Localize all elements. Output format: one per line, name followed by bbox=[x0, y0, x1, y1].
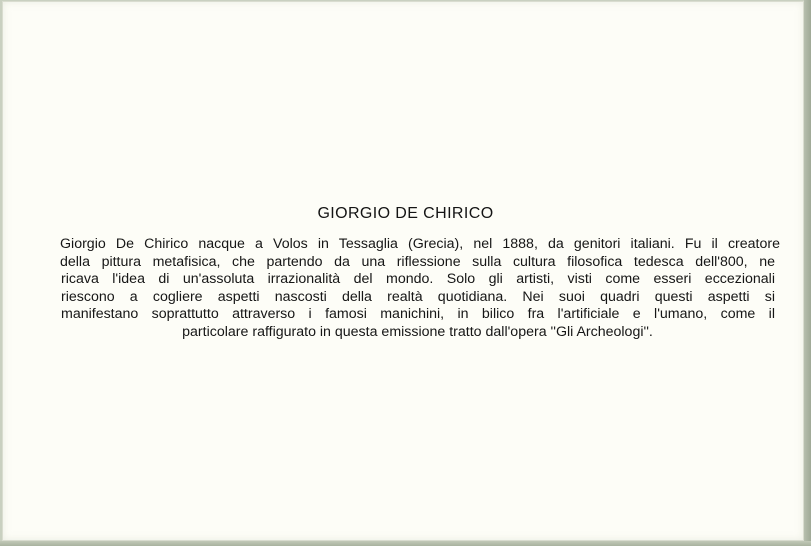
card-edge-shadow-bottom bbox=[0, 541, 811, 546]
paragraph-line: ricava l'idea di un'assoluta irrazionalità del mondo. Solo gli artisti, visti come esseri eccezionali bbox=[61, 271, 775, 288]
page-title: GIORGIO DE CHIRICO bbox=[317, 205, 494, 222]
paragraph-line: riescono a cogliere aspetti nascosti della realtà quotidiana. Nei suoi quadri questi aspetti si bbox=[61, 288, 775, 305]
paragraph-line: Giorgio De Chirico nacque a Volos in Tessaglia (Grecia), nel 1888, da genitori italiani. Fu il creatore bbox=[60, 236, 780, 252]
paragraph-line: manifestano soprattutto attraverso i famosi manichini, in bilico fra l'artificiale e l'umano, come il bbox=[61, 306, 775, 323]
card-edge-shadow-right bbox=[804, 0, 811, 546]
paragraph-line: particolare raffigurato in questa emissione tratto dall'opera ''Gli Archeologi''. bbox=[182, 323, 653, 340]
paragraph-line: della pittura metafisica, che partendo da una riflessione sulla cultura filosofica tedesca dell'800, ne bbox=[60, 253, 775, 270]
description-paragraph bbox=[60, 236, 780, 342]
